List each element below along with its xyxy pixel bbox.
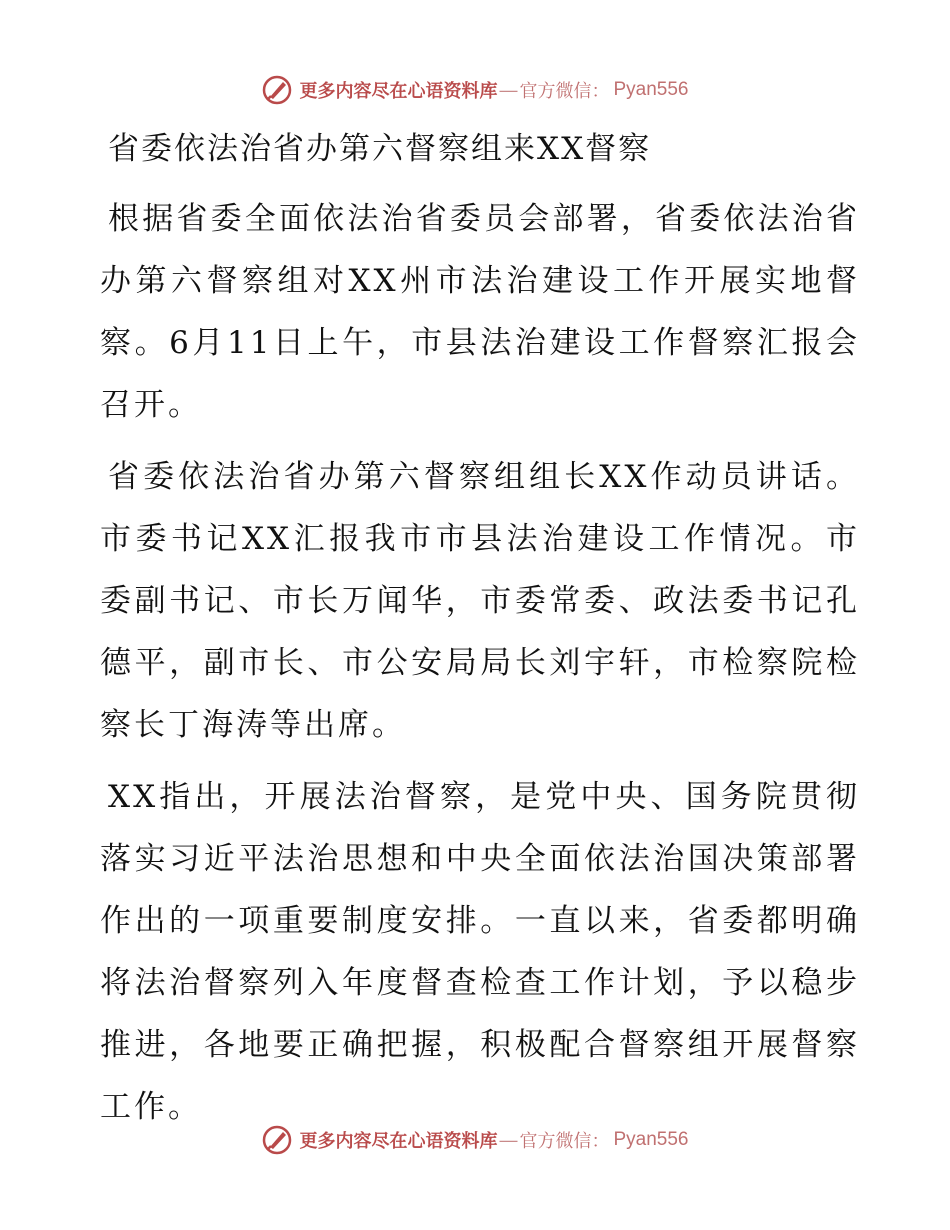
document-body [100,120,860,1148]
watermark-account: Pyan556 [613,1129,689,1150]
watermark-account: Pyan556 [613,79,689,100]
watermark-main-text: 更多内容尽在心语资料库 [299,81,498,102]
watermark-label: 官方微信： [519,1131,610,1152]
watermark-banner-bottom [0,1120,950,1160]
quill-logo-icon [261,1124,293,1156]
watermark-dash: — [499,79,518,100]
paragraph-2: 省委依法治省办第六督察组组长XX作动员讲话。市委书记XX汇报我市市县法治建设工作情况。市委副书记、市长万闻华，市委常委、政法委书记孔德平，副市长、市公安局局长刘宇轩，市检察院检察长丁海涛等出席。 [100,459,860,743]
watermark-main-text: 更多内容尽在心语资料库 [299,1131,498,1152]
quill-logo-icon [261,74,293,106]
paragraph-3: XX指出，开展法治督察，是党中央、国务院贯彻落实习近平法治思想和中央全面依法治国决策部署作出的一项重要制度安排。一直以来，省委都明确将法治督察列入年度督查检查工作计划，予以稳步推进，各地要正确把握，积极配合督察组开展督察工作。 [100,779,860,1125]
paragraph-1: 根据省委全面依法治省委员会部署，省委依法治省办第六督察组对XX州市法治建设工作开展实地督察。6月11日上午，市县法治建设工作督察汇报会召开。 [100,201,860,423]
watermark-banner-top [0,70,950,110]
document-title: 省委依法治省办第六督察组来XX督察 [108,131,652,167]
watermark-dash: — [499,1129,518,1150]
watermark-label: 官方微信： [519,81,610,102]
